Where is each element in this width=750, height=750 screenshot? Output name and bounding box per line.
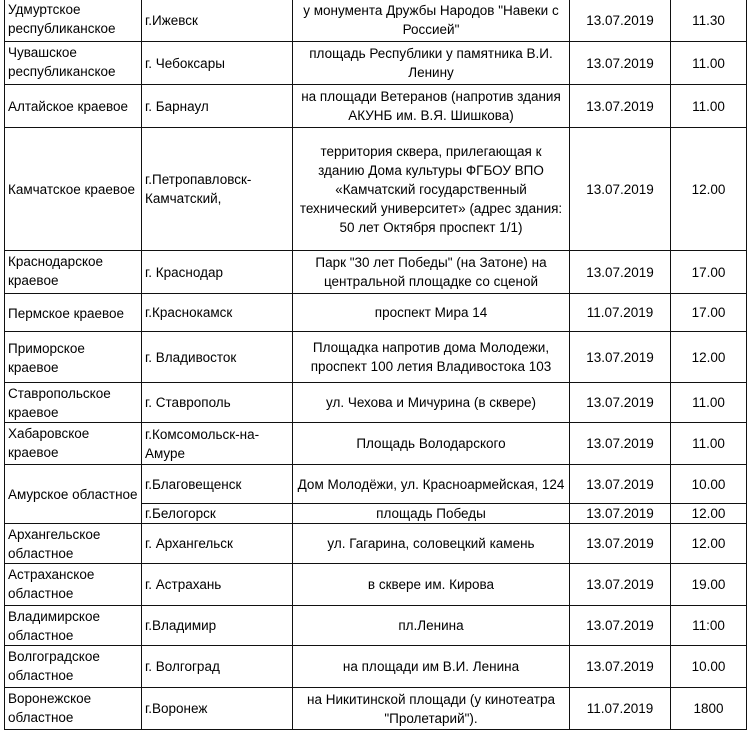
table-row: [5, 524, 747, 564]
table-row: [5, 332, 747, 383]
table-row: [5, 251, 747, 294]
date-cell: 13.07.2019: [570, 646, 671, 688]
city-cell: г. Волгоград: [142, 646, 293, 688]
city-cell: г.Воронеж: [142, 688, 293, 730]
time-cell: 12.00: [671, 332, 747, 383]
time-cell: 12.00: [671, 524, 747, 564]
city-cell: г.Владимир: [142, 606, 293, 646]
date-cell: 13.07.2019: [570, 564, 671, 606]
place-cell: территория сквера, прилегающая к зданию Дома культуры ФГБОУ ВПО «Камчатский государственный технический университет» (адрес здания: 50 лет Октября проспект 1/1): [293, 128, 570, 251]
place-cell: ул. Чехова и Мичурина (в сквере): [293, 383, 570, 423]
place-cell: у монумента Дружбы Народов "Навеки с Россией": [293, 0, 570, 42]
table-row: [5, 383, 747, 423]
city-cell: г.Благовещенск: [142, 465, 293, 504]
date-cell: 13.07.2019: [570, 332, 671, 383]
date-cell: 11.07.2019: [570, 294, 671, 332]
time-cell: 17.00: [671, 294, 747, 332]
region-cell: Астраханское областное: [5, 564, 142, 606]
time-cell: 17.00: [671, 251, 747, 294]
place-cell: на площади Ветеранов (напротив здания АКУНБ им. В.Я. Шишкова): [293, 85, 570, 128]
date-cell: 13.07.2019: [570, 128, 671, 251]
region-cell: Архангельское областное: [5, 524, 142, 564]
region-cell: Алтайское краевое: [5, 85, 142, 128]
region-cell: Камчатское краевое: [5, 128, 142, 251]
date-cell: 13.07.2019: [570, 383, 671, 423]
date-cell: 13.07.2019: [570, 85, 671, 128]
place-cell: Парк "30 лет Победы" (на Затоне) на центральной площадке со сценой: [293, 251, 570, 294]
place-cell: пл.Ленина: [293, 606, 570, 646]
city-cell: г. Чебоксары: [142, 42, 293, 85]
time-cell: 19.00: [671, 564, 747, 606]
table-row: [5, 423, 747, 465]
place-cell: площадь Республики у памятника В.И. Ленину: [293, 42, 570, 85]
table-row: [5, 646, 747, 688]
place-cell: площадь Победы: [293, 504, 570, 524]
city-cell: г. Владивосток: [142, 332, 293, 383]
place-cell: на Никитинской площади (у кинотеатра "Пролетарий").: [293, 688, 570, 730]
time-cell: 10.00: [671, 646, 747, 688]
city-cell: г.Ижевск: [142, 0, 293, 42]
place-cell: в сквере им. Кирова: [293, 564, 570, 606]
date-cell: 13.07.2019: [570, 0, 671, 42]
time-cell: 12.00: [671, 128, 747, 251]
time-cell: 12.00: [671, 504, 747, 524]
table-row: [5, 128, 747, 251]
region-cell: Приморское краевое: [5, 332, 142, 383]
time-cell: 10.00: [671, 465, 747, 504]
table-row: [5, 0, 747, 42]
table-row: [5, 606, 747, 646]
time-cell: 11.00: [671, 85, 747, 128]
region-cell: Владимирское областное: [5, 606, 142, 646]
city-cell: г. Барнаул: [142, 85, 293, 128]
events-table: [4, 0, 747, 730]
table-row: [5, 85, 747, 128]
table-row: [5, 294, 747, 332]
time-cell: 11.00: [671, 42, 747, 85]
region-cell: Удмуртское республиканское: [5, 0, 142, 42]
time-cell: 11:00: [671, 606, 747, 646]
time-cell: 11.30: [671, 0, 747, 42]
city-cell: г. Астрахань: [142, 564, 293, 606]
region-cell: Краснодарское краевое: [5, 251, 142, 294]
time-cell: 11.00: [671, 383, 747, 423]
region-cell: Волгоградское областное: [5, 646, 142, 688]
region-cell: Чувашское республиканское: [5, 42, 142, 85]
date-cell: 13.07.2019: [570, 423, 671, 465]
time-cell: 11.00: [671, 423, 747, 465]
city-cell: г.Краснокамск: [142, 294, 293, 332]
date-cell: 11.07.2019: [570, 688, 671, 730]
place-cell: проспект Мира 14: [293, 294, 570, 332]
region-cell: Амурское областное: [5, 465, 142, 524]
table-row: [5, 564, 747, 606]
city-cell: г.Петропавловск-Камчатский,: [142, 128, 293, 251]
region-cell: Хабаровское краевое: [5, 423, 142, 465]
city-cell: г.Комсомольск-на-Амуре: [142, 423, 293, 465]
city-cell: г. Краснодар: [142, 251, 293, 294]
table-row: [5, 465, 747, 504]
place-cell: Площадь Володарского: [293, 423, 570, 465]
table-row: [5, 688, 747, 730]
city-cell: г. Ставрополь: [142, 383, 293, 423]
date-cell: 13.07.2019: [570, 42, 671, 85]
city-cell: г.Белогорск: [142, 504, 293, 524]
place-cell: на площади им В.И. Ленина: [293, 646, 570, 688]
place-cell: ул. Гагарина, соловецкий камень: [293, 524, 570, 564]
place-cell: Площадка напротив дома Молодежи, проспект 100 летия Владивостока 103: [293, 332, 570, 383]
date-cell: 13.07.2019: [570, 524, 671, 564]
region-cell: Пермское краевое: [5, 294, 142, 332]
table-row: [5, 42, 747, 85]
place-cell: Дом Молодёжи, ул. Красноармейская, 124: [293, 465, 570, 504]
city-cell: г. Архангельск: [142, 524, 293, 564]
date-cell: 13.07.2019: [570, 504, 671, 524]
time-cell: 1800: [671, 688, 747, 730]
date-cell: 13.07.2019: [570, 606, 671, 646]
region-cell: Воронежское областное: [5, 688, 142, 730]
region-cell: Ставропольское краевое: [5, 383, 142, 423]
date-cell: 13.07.2019: [570, 251, 671, 294]
date-cell: 13.07.2019: [570, 465, 671, 504]
